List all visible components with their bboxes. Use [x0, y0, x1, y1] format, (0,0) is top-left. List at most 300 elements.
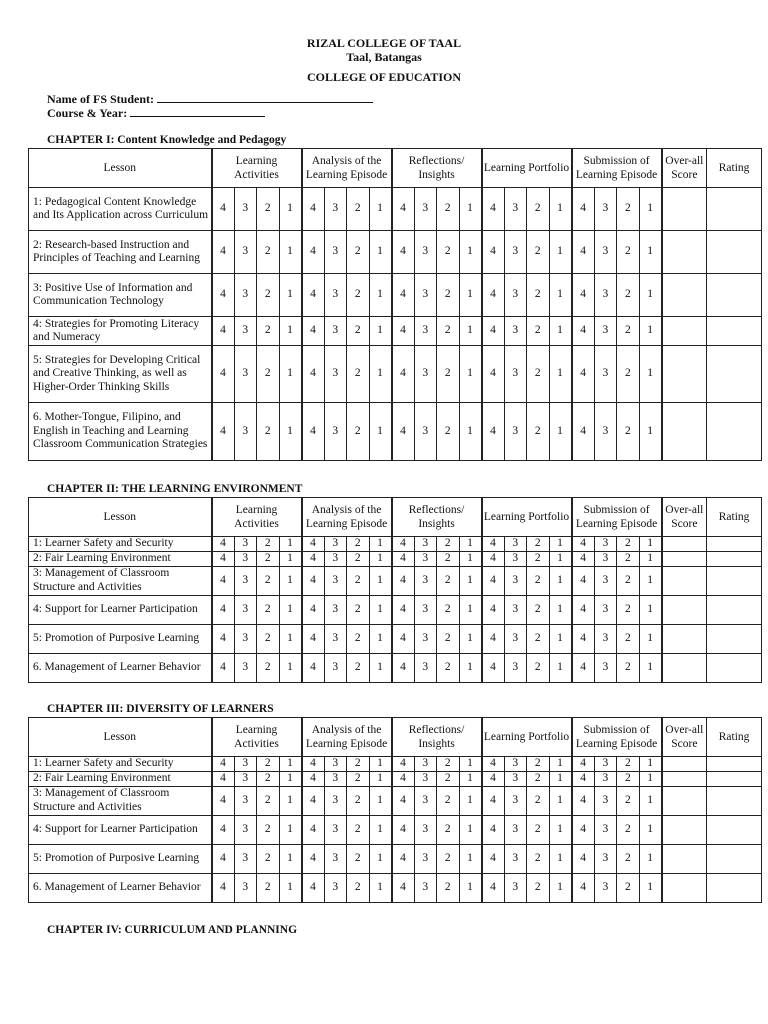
score-option[interactable]: 3 [594, 403, 617, 461]
score-option[interactable]: 4 [302, 815, 325, 844]
rating-cell[interactable] [707, 403, 762, 461]
score-option[interactable]: 4 [392, 403, 415, 461]
score-option[interactable]: 1 [369, 873, 392, 902]
score-option[interactable]: 2 [527, 274, 550, 317]
score-option[interactable]: 4 [212, 317, 235, 346]
score-option[interactable]: 1 [459, 537, 482, 552]
score-option[interactable]: 1 [459, 873, 482, 902]
score-option[interactable]: 4 [392, 188, 415, 231]
score-option[interactable]: 4 [482, 274, 505, 317]
score-option[interactable]: 4 [392, 566, 415, 595]
score-option[interactable]: 2 [617, 653, 640, 682]
rating-cell[interactable] [707, 772, 762, 787]
overall-score-cell[interactable] [662, 231, 707, 274]
score-option[interactable]: 3 [504, 566, 527, 595]
score-option[interactable]: 2 [257, 274, 280, 317]
score-option[interactable]: 1 [369, 317, 392, 346]
rating-cell[interactable] [707, 537, 762, 552]
score-option[interactable]: 3 [414, 188, 437, 231]
score-option[interactable]: 4 [302, 537, 325, 552]
score-option[interactable]: 3 [414, 274, 437, 317]
rating-cell[interactable] [707, 757, 762, 772]
score-option[interactable]: 4 [392, 873, 415, 902]
score-option[interactable]: 1 [639, 317, 662, 346]
score-option[interactable]: 4 [212, 552, 235, 567]
score-option[interactable]: 4 [572, 595, 595, 624]
score-option[interactable]: 3 [324, 757, 347, 772]
score-option[interactable]: 1 [279, 786, 302, 815]
rating-cell[interactable] [707, 595, 762, 624]
score-option[interactable]: 2 [347, 757, 370, 772]
score-option[interactable]: 3 [504, 757, 527, 772]
score-option[interactable]: 3 [324, 844, 347, 873]
score-option[interactable]: 4 [212, 786, 235, 815]
score-option[interactable]: 1 [639, 231, 662, 274]
score-option[interactable]: 1 [549, 274, 572, 317]
score-option[interactable]: 3 [234, 653, 257, 682]
overall-score-cell[interactable] [662, 346, 707, 403]
score-option[interactable]: 4 [572, 231, 595, 274]
score-option[interactable]: 2 [527, 188, 550, 231]
score-option[interactable]: 4 [302, 757, 325, 772]
score-option[interactable]: 4 [482, 786, 505, 815]
score-option[interactable]: 4 [572, 566, 595, 595]
score-option[interactable]: 1 [459, 624, 482, 653]
score-option[interactable]: 4 [392, 346, 415, 403]
score-option[interactable]: 3 [234, 188, 257, 231]
score-option[interactable]: 4 [212, 815, 235, 844]
rating-cell[interactable] [707, 188, 762, 231]
score-option[interactable]: 4 [482, 552, 505, 567]
score-option[interactable]: 1 [279, 537, 302, 552]
score-option[interactable]: 2 [347, 188, 370, 231]
score-option[interactable]: 1 [369, 346, 392, 403]
overall-score-cell[interactable] [662, 772, 707, 787]
score-option[interactable]: 4 [212, 772, 235, 787]
score-option[interactable]: 2 [257, 815, 280, 844]
score-option[interactable]: 1 [369, 815, 392, 844]
score-option[interactable]: 1 [549, 772, 572, 787]
score-option[interactable]: 1 [639, 188, 662, 231]
score-option[interactable]: 1 [459, 772, 482, 787]
score-option[interactable]: 2 [437, 595, 460, 624]
score-option[interactable]: 2 [527, 566, 550, 595]
score-option[interactable]: 3 [414, 844, 437, 873]
overall-score-cell[interactable] [662, 844, 707, 873]
score-option[interactable]: 4 [482, 624, 505, 653]
score-option[interactable]: 4 [482, 815, 505, 844]
score-option[interactable]: 2 [527, 403, 550, 461]
score-option[interactable]: 3 [594, 844, 617, 873]
score-option[interactable]: 1 [369, 188, 392, 231]
score-option[interactable]: 4 [482, 873, 505, 902]
overall-score-cell[interactable] [662, 653, 707, 682]
score-option[interactable]: 2 [437, 552, 460, 567]
score-option[interactable]: 1 [549, 786, 572, 815]
score-option[interactable]: 3 [324, 815, 347, 844]
score-option[interactable]: 4 [482, 403, 505, 461]
score-option[interactable]: 3 [504, 537, 527, 552]
score-option[interactable]: 1 [549, 231, 572, 274]
score-option[interactable]: 3 [504, 844, 527, 873]
score-option[interactable]: 2 [617, 873, 640, 902]
score-option[interactable]: 1 [369, 786, 392, 815]
score-option[interactable]: 4 [572, 317, 595, 346]
score-option[interactable]: 2 [527, 317, 550, 346]
score-option[interactable]: 2 [617, 624, 640, 653]
score-option[interactable]: 1 [639, 566, 662, 595]
score-option[interactable]: 2 [347, 653, 370, 682]
score-option[interactable]: 3 [234, 346, 257, 403]
score-option[interactable]: 1 [279, 815, 302, 844]
score-option[interactable]: 3 [324, 346, 347, 403]
score-option[interactable]: 2 [347, 552, 370, 567]
score-option[interactable]: 2 [617, 403, 640, 461]
score-option[interactable]: 4 [392, 552, 415, 567]
score-option[interactable]: 4 [212, 624, 235, 653]
score-option[interactable]: 2 [437, 403, 460, 461]
score-option[interactable]: 2 [347, 346, 370, 403]
score-option[interactable]: 3 [324, 772, 347, 787]
score-option[interactable]: 3 [414, 566, 437, 595]
score-option[interactable]: 2 [527, 786, 550, 815]
score-option[interactable]: 1 [279, 757, 302, 772]
score-option[interactable]: 4 [212, 188, 235, 231]
score-option[interactable]: 3 [414, 595, 437, 624]
score-option[interactable]: 1 [639, 844, 662, 873]
score-option[interactable]: 3 [504, 815, 527, 844]
score-option[interactable]: 1 [549, 566, 572, 595]
score-option[interactable]: 3 [504, 552, 527, 567]
score-option[interactable]: 2 [617, 537, 640, 552]
score-option[interactable]: 2 [257, 552, 280, 567]
score-option[interactable]: 2 [437, 274, 460, 317]
score-option[interactable]: 1 [459, 346, 482, 403]
score-option[interactable]: 4 [482, 653, 505, 682]
score-option[interactable]: 3 [234, 317, 257, 346]
score-option[interactable]: 4 [482, 317, 505, 346]
score-option[interactable]: 3 [324, 566, 347, 595]
score-option[interactable]: 4 [392, 595, 415, 624]
overall-score-cell[interactable] [662, 873, 707, 902]
score-option[interactable]: 3 [504, 274, 527, 317]
score-option[interactable]: 3 [324, 274, 347, 317]
score-option[interactable]: 2 [617, 552, 640, 567]
score-option[interactable]: 1 [639, 537, 662, 552]
score-option[interactable]: 2 [437, 757, 460, 772]
score-option[interactable]: 4 [302, 772, 325, 787]
score-option[interactable]: 2 [527, 595, 550, 624]
score-option[interactable]: 2 [617, 231, 640, 274]
score-option[interactable]: 3 [594, 786, 617, 815]
overall-score-cell[interactable] [662, 317, 707, 346]
score-option[interactable]: 3 [414, 772, 437, 787]
score-option[interactable]: 1 [459, 317, 482, 346]
score-option[interactable]: 3 [234, 815, 257, 844]
score-option[interactable]: 2 [527, 231, 550, 274]
score-option[interactable]: 3 [234, 537, 257, 552]
score-option[interactable]: 2 [437, 786, 460, 815]
score-option[interactable]: 1 [639, 403, 662, 461]
score-option[interactable]: 4 [392, 772, 415, 787]
rating-cell[interactable] [707, 815, 762, 844]
score-option[interactable]: 2 [617, 786, 640, 815]
score-option[interactable]: 4 [392, 317, 415, 346]
score-option[interactable]: 4 [302, 552, 325, 567]
score-option[interactable]: 4 [572, 552, 595, 567]
student-name-blank[interactable] [157, 92, 373, 103]
score-option[interactable]: 2 [347, 815, 370, 844]
score-option[interactable]: 1 [369, 595, 392, 624]
score-option[interactable]: 3 [414, 815, 437, 844]
overall-score-cell[interactable] [662, 595, 707, 624]
score-option[interactable]: 3 [594, 552, 617, 567]
score-option[interactable]: 4 [572, 188, 595, 231]
score-option[interactable]: 4 [302, 595, 325, 624]
score-option[interactable]: 4 [212, 231, 235, 274]
score-option[interactable]: 1 [279, 772, 302, 787]
score-option[interactable]: 4 [392, 653, 415, 682]
score-option[interactable]: 2 [257, 772, 280, 787]
score-option[interactable]: 2 [257, 624, 280, 653]
score-option[interactable]: 4 [302, 317, 325, 346]
score-option[interactable]: 4 [392, 231, 415, 274]
score-option[interactable]: 2 [437, 317, 460, 346]
score-option[interactable]: 1 [369, 624, 392, 653]
score-option[interactable]: 2 [617, 346, 640, 403]
score-option[interactable]: 4 [302, 188, 325, 231]
score-option[interactable]: 2 [617, 274, 640, 317]
score-option[interactable]: 3 [594, 188, 617, 231]
score-option[interactable]: 3 [414, 873, 437, 902]
score-option[interactable]: 3 [594, 653, 617, 682]
score-option[interactable]: 4 [392, 757, 415, 772]
score-option[interactable]: 4 [572, 624, 595, 653]
score-option[interactable]: 3 [504, 873, 527, 902]
score-option[interactable]: 3 [504, 624, 527, 653]
score-option[interactable]: 3 [234, 595, 257, 624]
score-option[interactable]: 2 [347, 274, 370, 317]
score-option[interactable]: 1 [279, 844, 302, 873]
score-option[interactable]: 1 [549, 873, 572, 902]
score-option[interactable]: 3 [324, 624, 347, 653]
overall-score-cell[interactable] [662, 757, 707, 772]
score-option[interactable]: 4 [572, 873, 595, 902]
course-year-blank[interactable] [130, 106, 265, 117]
score-option[interactable]: 1 [549, 552, 572, 567]
score-option[interactable]: 4 [572, 844, 595, 873]
overall-score-cell[interactable] [662, 274, 707, 317]
score-option[interactable]: 1 [459, 274, 482, 317]
score-option[interactable]: 2 [257, 873, 280, 902]
score-option[interactable]: 2 [347, 595, 370, 624]
score-option[interactable]: 3 [414, 757, 437, 772]
score-option[interactable]: 1 [369, 537, 392, 552]
score-option[interactable]: 3 [234, 624, 257, 653]
score-option[interactable]: 2 [437, 815, 460, 844]
score-option[interactable]: 2 [617, 772, 640, 787]
score-option[interactable]: 2 [347, 566, 370, 595]
score-option[interactable]: 4 [392, 274, 415, 317]
score-option[interactable]: 1 [639, 873, 662, 902]
score-option[interactable]: 2 [527, 346, 550, 403]
score-option[interactable]: 3 [414, 317, 437, 346]
score-option[interactable]: 1 [639, 815, 662, 844]
score-option[interactable]: 4 [302, 844, 325, 873]
score-option[interactable]: 3 [234, 403, 257, 461]
score-option[interactable]: 4 [212, 595, 235, 624]
score-option[interactable]: 2 [617, 757, 640, 772]
score-option[interactable]: 4 [302, 274, 325, 317]
score-option[interactable]: 2 [527, 873, 550, 902]
rating-cell[interactable] [707, 552, 762, 567]
score-option[interactable]: 1 [459, 653, 482, 682]
score-option[interactable]: 2 [527, 757, 550, 772]
score-option[interactable]: 1 [639, 552, 662, 567]
score-option[interactable]: 4 [572, 786, 595, 815]
score-option[interactable]: 4 [302, 403, 325, 461]
score-option[interactable]: 4 [482, 566, 505, 595]
score-option[interactable]: 3 [324, 552, 347, 567]
score-option[interactable]: 1 [279, 403, 302, 461]
score-option[interactable]: 3 [234, 844, 257, 873]
score-option[interactable]: 1 [369, 274, 392, 317]
score-option[interactable]: 4 [572, 757, 595, 772]
score-option[interactable]: 4 [302, 786, 325, 815]
score-option[interactable]: 2 [347, 873, 370, 902]
score-option[interactable]: 4 [572, 815, 595, 844]
score-option[interactable]: 1 [279, 624, 302, 653]
score-option[interactable]: 1 [279, 595, 302, 624]
score-option[interactable]: 1 [279, 653, 302, 682]
score-option[interactable]: 2 [257, 757, 280, 772]
score-option[interactable]: 4 [212, 844, 235, 873]
score-option[interactable]: 2 [257, 786, 280, 815]
overall-score-cell[interactable] [662, 566, 707, 595]
score-option[interactable]: 3 [594, 595, 617, 624]
score-option[interactable]: 1 [459, 231, 482, 274]
score-option[interactable]: 2 [257, 595, 280, 624]
score-option[interactable]: 4 [302, 346, 325, 403]
score-option[interactable]: 1 [459, 757, 482, 772]
score-option[interactable]: 1 [279, 346, 302, 403]
score-option[interactable]: 3 [324, 188, 347, 231]
score-option[interactable]: 4 [482, 346, 505, 403]
score-option[interactable]: 3 [414, 537, 437, 552]
score-option[interactable]: 1 [549, 757, 572, 772]
score-option[interactable]: 4 [392, 624, 415, 653]
score-option[interactable]: 1 [369, 653, 392, 682]
score-option[interactable]: 1 [549, 188, 572, 231]
overall-score-cell[interactable] [662, 188, 707, 231]
score-option[interactable]: 1 [639, 757, 662, 772]
score-option[interactable]: 1 [639, 274, 662, 317]
score-option[interactable]: 3 [324, 595, 347, 624]
rating-cell[interactable] [707, 231, 762, 274]
score-option[interactable]: 4 [482, 772, 505, 787]
score-option[interactable]: 3 [324, 873, 347, 902]
score-option[interactable]: 3 [594, 317, 617, 346]
score-option[interactable]: 1 [549, 317, 572, 346]
overall-score-cell[interactable] [662, 624, 707, 653]
score-option[interactable]: 3 [594, 231, 617, 274]
score-option[interactable]: 1 [279, 552, 302, 567]
score-option[interactable]: 3 [504, 772, 527, 787]
score-option[interactable]: 1 [459, 552, 482, 567]
score-option[interactable]: 1 [369, 552, 392, 567]
score-option[interactable]: 2 [347, 844, 370, 873]
score-option[interactable]: 1 [549, 537, 572, 552]
score-option[interactable]: 2 [257, 346, 280, 403]
score-option[interactable]: 2 [257, 188, 280, 231]
score-option[interactable]: 2 [437, 653, 460, 682]
score-option[interactable]: 1 [279, 274, 302, 317]
score-option[interactable]: 1 [279, 317, 302, 346]
score-option[interactable]: 1 [369, 566, 392, 595]
score-option[interactable]: 2 [527, 537, 550, 552]
score-option[interactable]: 3 [504, 188, 527, 231]
score-option[interactable]: 4 [212, 653, 235, 682]
score-option[interactable]: 1 [549, 595, 572, 624]
score-option[interactable]: 4 [302, 231, 325, 274]
score-option[interactable]: 2 [347, 403, 370, 461]
score-option[interactable]: 4 [482, 537, 505, 552]
score-option[interactable]: 3 [324, 403, 347, 461]
score-option[interactable]: 2 [527, 772, 550, 787]
score-option[interactable]: 3 [414, 231, 437, 274]
overall-score-cell[interactable] [662, 537, 707, 552]
score-option[interactable]: 4 [572, 653, 595, 682]
score-option[interactable]: 2 [437, 624, 460, 653]
score-option[interactable]: 2 [437, 844, 460, 873]
score-option[interactable]: 3 [324, 317, 347, 346]
score-option[interactable]: 2 [257, 403, 280, 461]
score-option[interactable]: 4 [392, 815, 415, 844]
score-option[interactable]: 3 [414, 786, 437, 815]
score-option[interactable]: 2 [437, 566, 460, 595]
score-option[interactable]: 3 [234, 274, 257, 317]
score-option[interactable]: 2 [257, 317, 280, 346]
score-option[interactable]: 1 [279, 566, 302, 595]
score-option[interactable]: 4 [482, 231, 505, 274]
score-option[interactable]: 1 [639, 624, 662, 653]
score-option[interactable]: 3 [594, 346, 617, 403]
score-option[interactable]: 3 [234, 873, 257, 902]
score-option[interactable]: 3 [234, 772, 257, 787]
rating-cell[interactable] [707, 786, 762, 815]
score-option[interactable]: 1 [639, 786, 662, 815]
score-option[interactable]: 1 [279, 231, 302, 274]
score-option[interactable]: 4 [212, 403, 235, 461]
score-option[interactable]: 2 [437, 188, 460, 231]
score-option[interactable]: 1 [369, 403, 392, 461]
score-option[interactable]: 2 [617, 595, 640, 624]
score-option[interactable]: 3 [594, 274, 617, 317]
rating-cell[interactable] [707, 317, 762, 346]
rating-cell[interactable] [707, 653, 762, 682]
score-option[interactable]: 2 [347, 772, 370, 787]
score-option[interactable]: 3 [504, 403, 527, 461]
score-option[interactable]: 1 [639, 772, 662, 787]
score-option[interactable]: 4 [212, 346, 235, 403]
score-option[interactable]: 4 [392, 786, 415, 815]
score-option[interactable]: 2 [257, 537, 280, 552]
score-option[interactable]: 3 [504, 317, 527, 346]
score-option[interactable]: 1 [549, 844, 572, 873]
score-option[interactable]: 2 [617, 188, 640, 231]
score-option[interactable]: 4 [482, 844, 505, 873]
score-option[interactable]: 4 [572, 403, 595, 461]
